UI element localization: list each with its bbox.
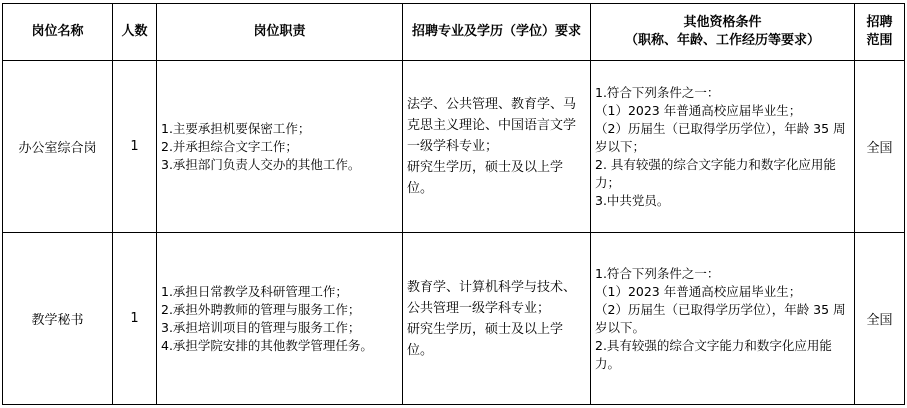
header-scope — [855, 4, 905, 61]
requirement-line: 2.具有较强的综合文字能力和数字化应用能力。 — [595, 337, 832, 371]
degree-line: 研究生学历，硕士及以上学位。 — [407, 160, 564, 196]
duty-line: 2.承担外聘教师的管理与服务工作； — [161, 301, 361, 317]
other-requirements-cell — [591, 61, 855, 233]
duty-line: 1.主要承担机要保密工作； — [161, 120, 311, 136]
table-row — [3, 233, 905, 405]
duty-line: 3.承担部门负责人交办的其他工作。 — [161, 156, 361, 172]
degree-line: 研究生学历，硕士及以上学位。 — [407, 321, 564, 358]
scope-cell: 全国 — [855, 61, 905, 233]
duty-line: 3.承担培训项目的管理与服务工作； — [161, 319, 361, 335]
major-degree-cell — [403, 233, 591, 405]
count-cell: 1 — [113, 61, 157, 233]
post-name-cell: 教学秘书 — [3, 233, 113, 405]
post-name-cell: 办公室综合岗 — [3, 61, 113, 233]
header-count: 人数 — [113, 4, 157, 61]
requirement-line: （2）历届生（已取得学历学位），年龄 35 周岁以下； — [595, 120, 846, 154]
requirement-line: 1.符合下列条件之一： — [595, 265, 720, 281]
requirement-line: （1）2023 年普通高校应届毕业生； — [595, 102, 802, 118]
requirement-line: （1）2023 年普通高校应届毕业生； — [595, 283, 802, 299]
major-degree-cell — [403, 61, 591, 233]
table-row — [3, 61, 905, 233]
major-line: 法学、公共管理、教育学、马克思主义理论、中国语言文学一级学科专业； — [407, 97, 577, 154]
header-other-requirements — [591, 4, 855, 61]
requirement-line: （2）历届生（已取得学历学位），年龄 35 周岁以下。 — [595, 301, 846, 335]
duties-cell — [157, 233, 403, 405]
scope-cell: 全国 — [855, 233, 905, 405]
header-scope-line2: 范围 — [866, 33, 893, 48]
table-header-row — [3, 4, 905, 61]
major-line: 教育学、计算机科学与技术、公共管理一级学科专业； — [407, 279, 577, 316]
duty-line: 1.承担日常教学及科研管理工作； — [161, 283, 348, 299]
count-cell: 1 — [113, 233, 157, 405]
header-duties: 岗位职责 — [157, 4, 403, 61]
header-scope-line1: 招聘 — [866, 15, 893, 30]
header-other-line1: 其他资格条件 — [683, 15, 762, 30]
duty-line: 2.并承担综合文字工作； — [161, 138, 298, 154]
requirement-line: 3.中共党员。 — [595, 192, 670, 208]
duty-line: 4.承担学院安排的其他教学管理任务。 — [161, 337, 373, 353]
header-major-degree: 招聘专业及学历（学位）要求 — [403, 4, 591, 61]
requirement-line: 2. 具有较强的综合文字能力和数字化应用能力； — [595, 156, 836, 190]
duties-cell — [157, 61, 403, 233]
recruitment-table — [2, 3, 905, 405]
header-post-name: 岗位名称 — [3, 4, 113, 61]
requirement-line: 1.符合下列条件之一： — [595, 84, 720, 100]
header-other-line2: （职称、年龄、工作经历等要求） — [624, 33, 820, 48]
other-requirements-cell — [591, 233, 855, 405]
